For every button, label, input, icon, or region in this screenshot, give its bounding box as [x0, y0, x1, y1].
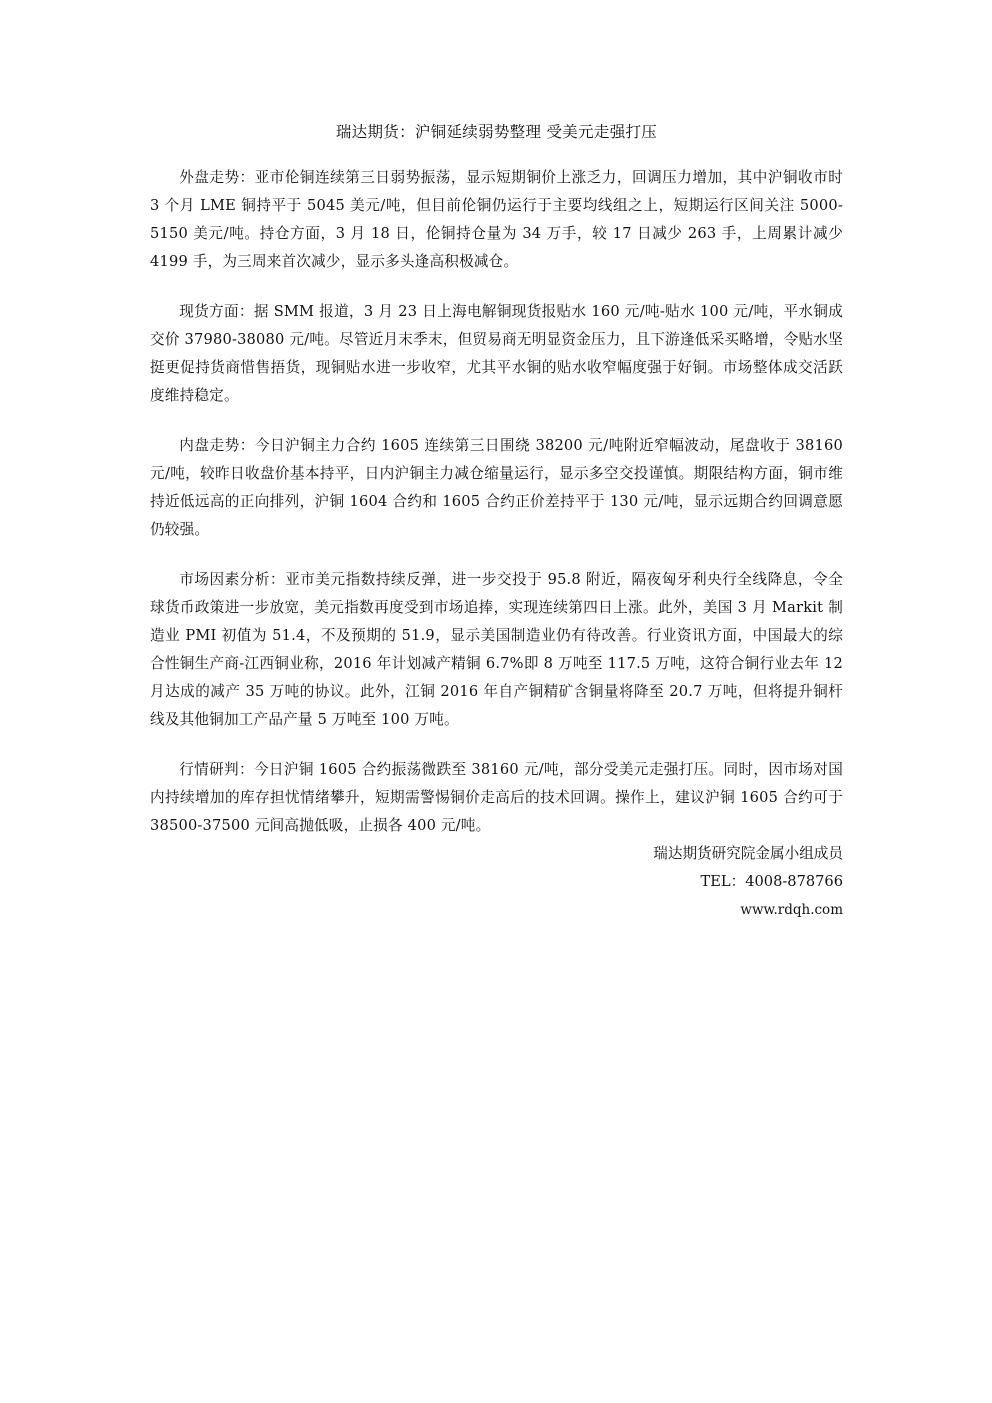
paragraph-spot-market: 现货方面：据 SMM 报道，3 月 23 日上海电解铜现货报贴水 160 元/吨-贴水 100 元/吨，平水铜成交价 37980-38080 元/吨。尽管近月末季末，但贸易商无明显资金压力，且下游逢低采买略增，令贴水坚挺更促持货商惜售捂货，现铜贴水进一步收窄，尤其平水铜的贴水收窄幅度强于好铜。市场整体成交活跃度维持稳定。 [150, 303, 843, 404]
paragraph-domestic-market: 内盘走势：今日沪铜主力合约 1605 连续第三日围绕 38200 元/吨附近窄幅波动，尾盘收于 38160 元/吨，较昨日收盘价基本持平，日内沪铜主力减仓缩量运行，显示多空交投谨慎。期限结构方面，铜市维持近低远高的正向排列，沪铜 1604 合约和 1605 合约正价差持平于 130 元/吨，显示远期合约回调意愿仍较强。 [150, 437, 843, 538]
paragraph-outlook: 行情研判：今日沪铜 1605 合约振荡微跌至 38160 元/吨，部分受美元走强打压。同时，因市场对国内持续增加的库存担忧情绪攀升，短期需警惕铜价走高后的技术回调。操作上，建议沪铜 1605 合约可于 38500-37500 元间高抛低吸，止损各 400 元/吨。 [150, 761, 843, 834]
signature-org: 瑞达期货研究院金属小组成员 [653, 845, 843, 862]
paragraph-overseas-market: 外盘走势：亚市伦铜连续第三日弱势振荡，显示短期铜价上涨乏力，回调压力增加，其中沪铜收市时 3 个月 LME 铜持平于 5045 美元/吨，但目前伦铜仍运行于主要均线组之上，短期运行区间关注 5000-5150 美元/吨。持仓方面，3 月 18 日，伦铜持仓量为 34 万手，较 17 日减少 263 手，上周累计减少 4199 手，为三周来首次减少，显示多头逢高积极减仓。 [150, 169, 843, 270]
paragraph-market-factors: 市场因素分析：亚市美元指数持续反弹，进一步交投于 95.8 附近，隔夜匈牙利央行全线降息，令全球货币政策进一步放宽，美元指数再度受到市场追捧，实现连续第四日上涨。此外，美国 3 月 Markit 制造业 PMI 初值为 51.4，不及预期的 51.9，显示美国制造业仍有待改善。行业资讯方面，中国最大的综合性铜生产商-江西铜业称，2016 年计划减产精铜 6.7%即 8 万吨至 117.5 万吨，这符合铜行业去年 12 月达成的减产 35 万吨的协议。此外，江铜 2016 年自产铜精矿含铜量将降至 20.7 万吨，但将提升铜杆线及其他铜加工产品产量 5 万吨至 100 万吨。 [150, 571, 843, 728]
document-page [150, 118, 843, 924]
document-title: 瑞达期货：沪铜延续弱势整理 受美元走强打压 [335, 123, 658, 141]
signature-tel: TEL：4008-878766 [700, 873, 843, 890]
signature-website: www.rdqh.com [740, 902, 843, 918]
